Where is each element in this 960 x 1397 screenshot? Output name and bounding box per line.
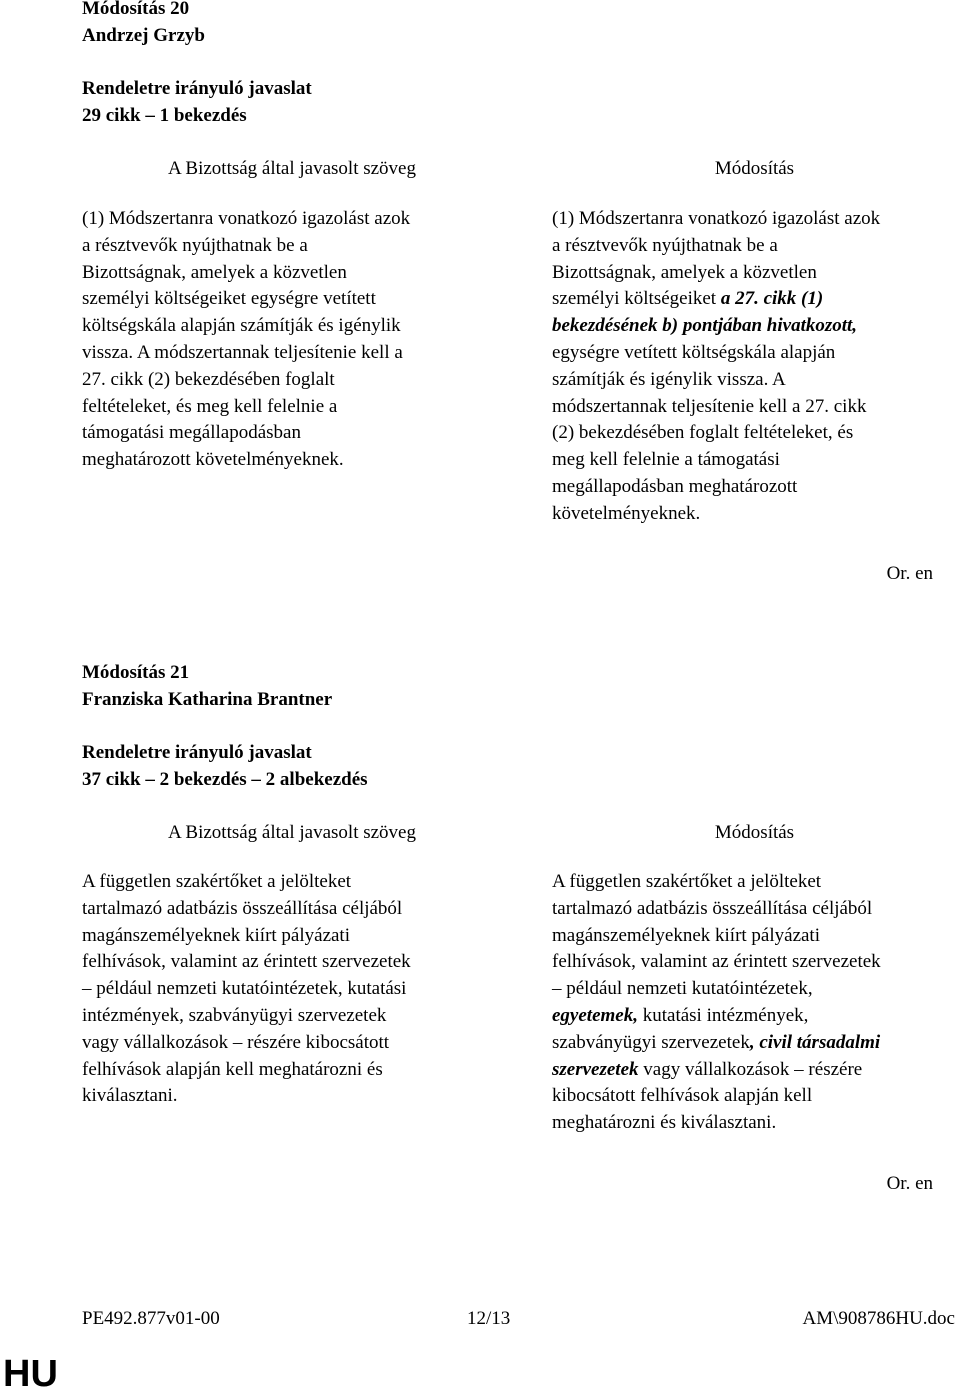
text-line: vagy vállalkozások – részére kibocsátott: [82, 1031, 390, 1053]
inserted-text: , civil társadalmi: [749, 1031, 881, 1053]
amended-text: [552, 206, 957, 528]
text-line: A független szakértőket a jelölteket: [552, 871, 822, 892]
original-language: Or. en: [886, 1173, 933, 1194]
amendment-author: Franziska Katharina Brantner: [82, 689, 333, 710]
amendment-author: Andrzej Grzyb: [82, 25, 205, 46]
text-run: személyi költségeiket: [552, 288, 721, 310]
text-line: módszertannak teljesítenie kell a 27. cikk: [552, 395, 867, 417]
commission-text-heading: A Bizottság által javasolt szöveg: [167, 822, 416, 843]
article-reference: 37 cikk – 2 bekezdés – 2 albekezdés: [82, 769, 368, 790]
amended-text: [552, 869, 957, 1137]
text-line: kibocsátott felhívások alapján kell: [552, 1085, 813, 1107]
text-line: a résztvevők nyújthatnak be a: [82, 234, 308, 256]
text-line: (1) Módszertanra vonatkozó igazolást azok: [552, 208, 881, 229]
text-line: felhívások, valamint az érintett szervezetek: [552, 951, 881, 973]
text-line: [552, 1057, 957, 1084]
commission-text: [82, 869, 502, 1110]
original-language: Or. en: [886, 563, 933, 584]
text-line: Bizottságnak, amelyek a közvetlen: [552, 261, 817, 283]
footer-file-name: AM\908786HU.doc: [802, 1308, 955, 1329]
text-line: 27. cikk (2) bekezdésében foglalt: [82, 368, 335, 390]
text-line: felhívások, valamint az érintett szervezetek: [82, 951, 411, 973]
amendment-text-heading: Módosítás: [714, 158, 795, 179]
text-line: – például nemzeti kutatóintézetek, kutatási: [82, 978, 407, 1000]
text-line: megállapodásban meghatározott: [552, 475, 798, 497]
amendment-number: Módosítás 20: [82, 0, 190, 19]
text-line: [552, 1003, 957, 1030]
inserted-text: egyetemek,: [552, 1004, 638, 1026]
text-line: [552, 286, 957, 313]
text-line: [552, 1030, 957, 1057]
text-line: egységre vetített költségskála alapján: [552, 341, 836, 363]
text-run: kutatási intézmények,: [637, 1004, 809, 1026]
text-line: vissza. A módszertannak teljesítenie kell a: [82, 341, 403, 363]
text-line: magánszemélyeknek kiírt pályázati: [552, 924, 820, 946]
text-line: (1) Módszertanra vonatkozó igazolást azok: [82, 208, 411, 229]
amendment-number: Módosítás 21: [82, 662, 190, 683]
commission-text-heading: A Bizottság által javasolt szöveg: [167, 158, 416, 179]
text-line: (2) bekezdésében foglalt feltételeket, és: [552, 422, 854, 444]
text-line: – például nemzeti kutatóintézetek,: [552, 978, 813, 1000]
text-line: Bizottságnak, amelyek a közvetlen: [82, 261, 347, 283]
text-line: tartalmazó adatbázis összeállítása céljából: [552, 897, 873, 919]
text-line: költségskála alapján számítják és igénylik: [82, 315, 401, 337]
text-line: A független szakértőket a jelölteket: [82, 871, 352, 892]
text-line: intézmények, szabványügyi szervezetek: [82, 1004, 387, 1026]
text-line: kiválasztani.: [82, 1085, 178, 1107]
text-run: vagy vállalkozások – részére: [638, 1058, 863, 1080]
text-line: számítják és igénylik vissza. A: [552, 368, 786, 390]
language-mark: HU: [3, 1353, 58, 1395]
text-line: feltételeket, és meg kell felelnie a: [82, 395, 338, 417]
document-type: Rendeletre irányuló javaslat: [82, 78, 312, 99]
text-line: támogatási megállapodásban: [82, 422, 301, 444]
footer-doc-code: PE492.877v01-00: [82, 1308, 220, 1329]
inserted-text: a 27. cikk (1): [720, 288, 824, 310]
text-line: követelményeknek.: [552, 502, 701, 524]
text-line: tartalmazó adatbázis összeállítása céljából: [82, 897, 403, 919]
inserted-text: szervezetek: [552, 1058, 639, 1080]
text-line: [552, 313, 957, 340]
text-line: magánszemélyeknek kiírt pályázati: [82, 924, 350, 946]
text-line: meg kell felelnie a támogatási: [552, 449, 780, 471]
text-line: a résztvevők nyújthatnak be a: [552, 234, 778, 256]
article-reference: 29 cikk – 1 bekezdés: [82, 105, 247, 126]
document-type: Rendeletre irányuló javaslat: [82, 742, 312, 763]
text-line: személyi költségeiket egységre vetített: [82, 288, 376, 310]
amendment-text-heading: Módosítás: [714, 822, 795, 843]
text-run: szabványügyi szervezetek: [552, 1031, 750, 1053]
text-line: felhívások alapján kell meghatározni és: [82, 1058, 383, 1080]
text-line: meghatározni és kiválasztani.: [552, 1112, 777, 1134]
text-line: meghatározott követelményeknek.: [82, 449, 344, 471]
footer-page-number: 12/13: [467, 1308, 511, 1329]
commission-text: [82, 206, 502, 474]
inserted-text: bekezdésének b) pontjában hivatkozott,: [552, 315, 858, 337]
